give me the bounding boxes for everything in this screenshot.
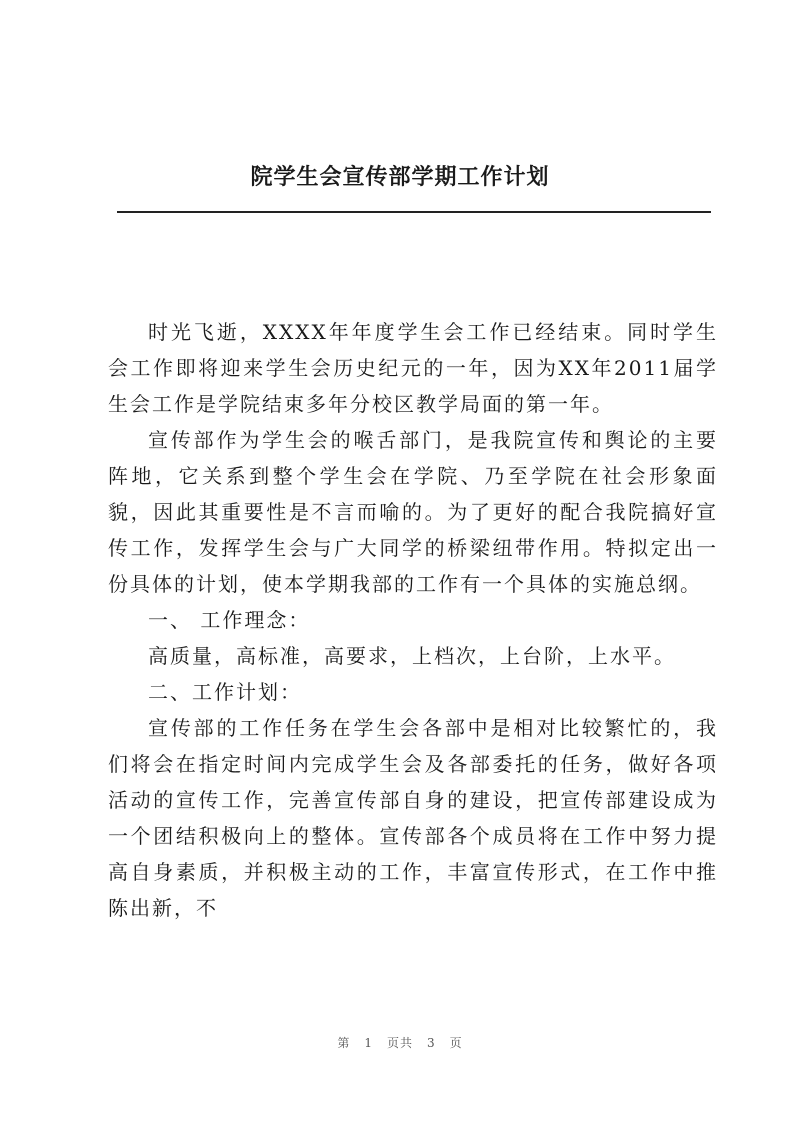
paragraph-department-role: 宣传部作为学生会的喉舌部门，是我院宣传和舆论的主要阵地，它关系到整个学生会在学院、乃至学院在社会形象面貌，因此其重要性是不言而喻的。为了更好的配合我院搞好宣传工作，发挥学生会与广大同学的桥梁纽带作用。特拟定出一份具体的计划，使本学期我部的工作有一个具体的实施总纲。	[108, 428, 718, 596]
footer-prefix: 第	[337, 1036, 351, 1050]
title-divider	[117, 211, 711, 213]
section-heading-philosophy: 一、 工作理念：	[148, 608, 311, 632]
paragraph-plan: 宣传部的工作任务在学生会各部中是相对比较繁忙的，我们将会在指定时间内完成学生会及各部委托的任务，做好各项活动的宣传工作，完善宣传部自身的建设，把宣传部建设成为一个团结积极向上的整体。宣传部各个成员将在工作中努力提高自身素质，并积极主动的工作，丰富宣传形式，在工作中推陈出新，不	[108, 716, 718, 920]
page-title: 院学生会宣传部学期工作计划	[250, 164, 550, 190]
footer-suffix: 页	[449, 1036, 463, 1050]
document-body	[108, 314, 718, 926]
paragraph-intro: 时光飞逝，XXXX年年度学生会工作已经结束。同时学生会工作即将迎来学生会历史纪元的一年，因为XX年2011届学生会工作是学院结束多年分校区教学局面的第一年。	[108, 320, 718, 416]
footer-current-page: 1	[364, 1036, 373, 1050]
footer-total-pages: 3	[427, 1036, 436, 1050]
section-heading-plan: 二、工作计划：	[148, 680, 302, 704]
footer-middle: 页共	[386, 1036, 413, 1050]
page-footer	[0, 1034, 800, 1051]
paragraph-philosophy: 高质量，高标准，高要求，上档次，上台阶，上水平。	[148, 644, 676, 668]
